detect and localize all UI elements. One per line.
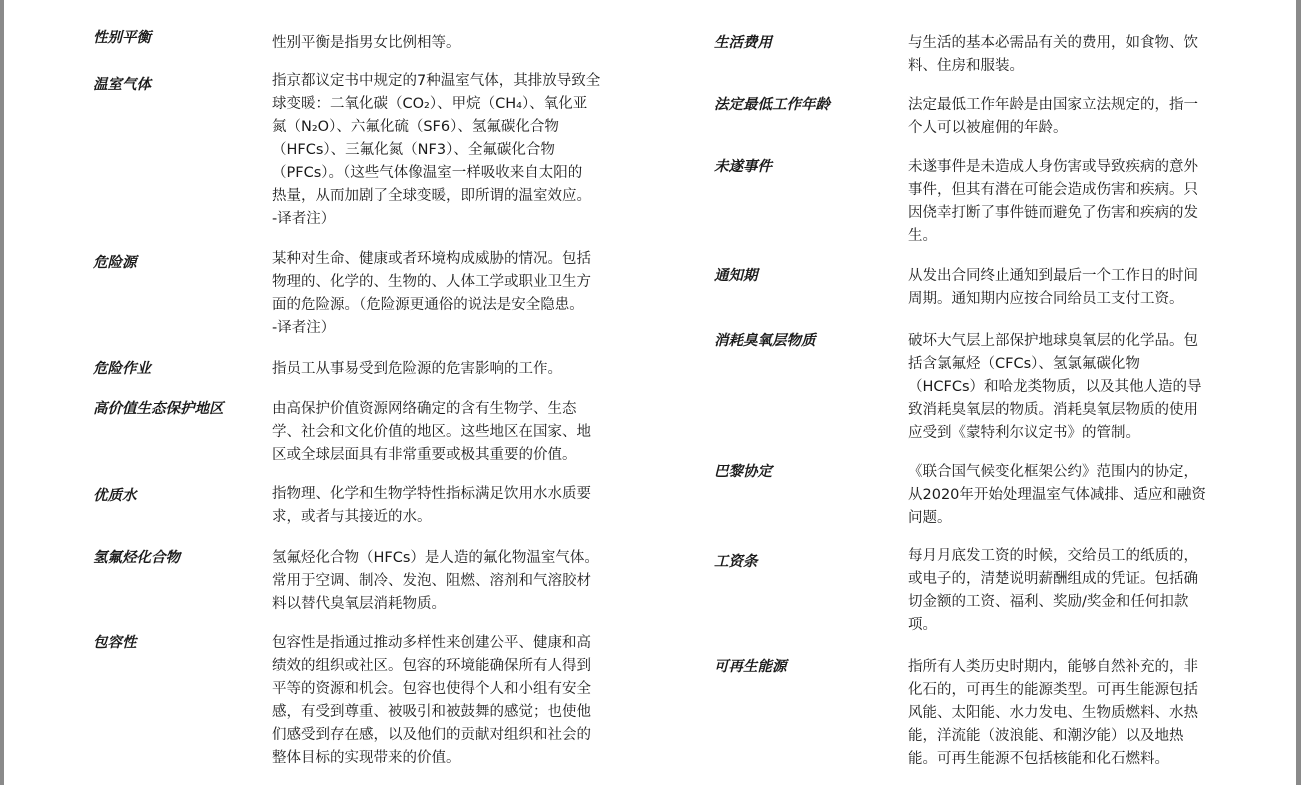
glossary-term: 危险作业 bbox=[93, 361, 151, 377]
page-edge-right bbox=[1296, 0, 1301, 785]
glossary-term: 未遂事件 bbox=[714, 159, 772, 175]
glossary-definition: 指物理、化学和生物学特性指标满足饮用水水质要 求，或者与其接近的水。 bbox=[272, 486, 591, 525]
glossary-term: 性别平衡 bbox=[93, 30, 151, 46]
glossary-definition: 包容性是指通过推动多样性来创建公平、健康和高 绩效的组织或社区。包容的环境能确保所有人得到 平等的资源和机会。包容也使得个人和小组有安全 感，有受到尊重、被吸引和被鼓舞的感觉；也使他 们感受到存在感，以及他们的贡献对组织和社会的 整体目标的实现带来的价值。 bbox=[272, 635, 591, 766]
glossary-definition: 某种对生命、健康或者环境构成威胁的情况。包括 物理的、化学的、生物的、人体工学或职业卫生方 面的危险源。（危险源更通俗的说法是安全隐患。 -译者注） bbox=[272, 251, 591, 336]
glossary-definition: 《联合国气候变化框架公约》范围内的协定， 从2020年开始处理温室气体减排、适应和融资 问题。 bbox=[908, 464, 1206, 526]
glossary-definition: 指员工从事易受到危险源的危害影响的工作。 bbox=[272, 361, 562, 377]
glossary-definition: 氢氟烃化合物（HFCs）是人造的氟化物温室气体。 常用于空调、制冷、发泡、阻燃、溶剂和气溶胶材 料以替代臭氧层消耗物质。 bbox=[272, 550, 599, 612]
glossary-term: 巴黎协定 bbox=[714, 464, 772, 480]
glossary-definition: 破坏大气层上部保护地球臭氧层的化学品。包 括含氯氟烃（CFCs）、氢氯氟碳化物 （HCFCs）和哈龙类物质，以及其他人造的导 致消耗臭氧层的物质。消耗臭氧层物质的使用 应受到《蒙特利尔议定书》的管制。 bbox=[908, 333, 1202, 441]
glossary-definition: 性别平衡是指男女比例相等。 bbox=[272, 35, 461, 51]
glossary-definition: 未遂事件是未造成人身伤害或导致疾病的意外 事件，但其有潜在可能会造成伤害和疾病。只 因侥幸打断了事件链而避免了伤害和疾病的发 生。 bbox=[908, 159, 1198, 244]
glossary-definition: 从发出合同终止通知到最后一个工作日的时间 周期。通知期内应按合同给员工支付工资。 bbox=[908, 268, 1198, 307]
glossary-term: 温室气体 bbox=[93, 77, 151, 93]
glossary-term: 工资条 bbox=[714, 554, 758, 570]
glossary-term: 通知期 bbox=[714, 268, 758, 284]
glossary-term: 氢氟烃化合物 bbox=[93, 550, 180, 566]
glossary-term: 包容性 bbox=[93, 635, 137, 651]
glossary-definition: 由高保护价值资源网络确定的含有生物学、生态 学、社会和文化价值的地区。这些地区在国家、地 区或全球层面具有非常重要或极其重要的价值。 bbox=[272, 401, 591, 463]
glossary-term: 法定最低工作年龄 bbox=[714, 97, 830, 113]
glossary-definition: 与生活的基本必需品有关的费用，如食物、饮 料、住房和服装。 bbox=[908, 35, 1198, 74]
glossary-definition: 指京都议定书中规定的7种温室气体，其排放导致全 球变暖：二氧化碳（CO₂）、甲烷（CH₄）、氧化亚 氮（N₂O）、六氟化硫（SF6）、氢氟碳化合物 （HFCs）、三氟化氮（NF3）、全氟碳化合物 （PFCs）。（这些气体像温室一样吸收来自太阳的 热量，从而加剧了全球变暖，即所谓的温室效应。 -译者注） bbox=[272, 73, 601, 227]
glossary-definition: 指所有人类历史时期内，能够自然补充的，非 化石的，可再生的能源类型。可再生能源包括 风能、太阳能、水力发电、生物质燃料、水热 能，洋流能（波浪能、和潮汐能）以及地热 能。可再生能源不包括核能和化石燃料。 bbox=[908, 659, 1198, 767]
glossary-term: 优质水 bbox=[93, 488, 137, 504]
glossary-definition: 每月月底发工资的时候，交给员工的纸质的， 或电子的，清楚说明薪酬组成的凭证。包括确 切金额的工资、福利、奖励/奖金和任何扣款 项。 bbox=[908, 548, 1198, 633]
glossary-term: 生活费用 bbox=[714, 35, 772, 51]
glossary-term: 高价值生态保护地区 bbox=[93, 401, 224, 417]
page-edge-left bbox=[0, 0, 4, 785]
glossary-term: 危险源 bbox=[93, 255, 137, 271]
glossary-definition: 法定最低工作年龄是由国家立法规定的，指一 个人可以被雇佣的年龄。 bbox=[908, 97, 1198, 136]
glossary-term: 可再生能源 bbox=[714, 659, 787, 675]
glossary-term: 消耗臭氧层物质 bbox=[714, 333, 816, 349]
